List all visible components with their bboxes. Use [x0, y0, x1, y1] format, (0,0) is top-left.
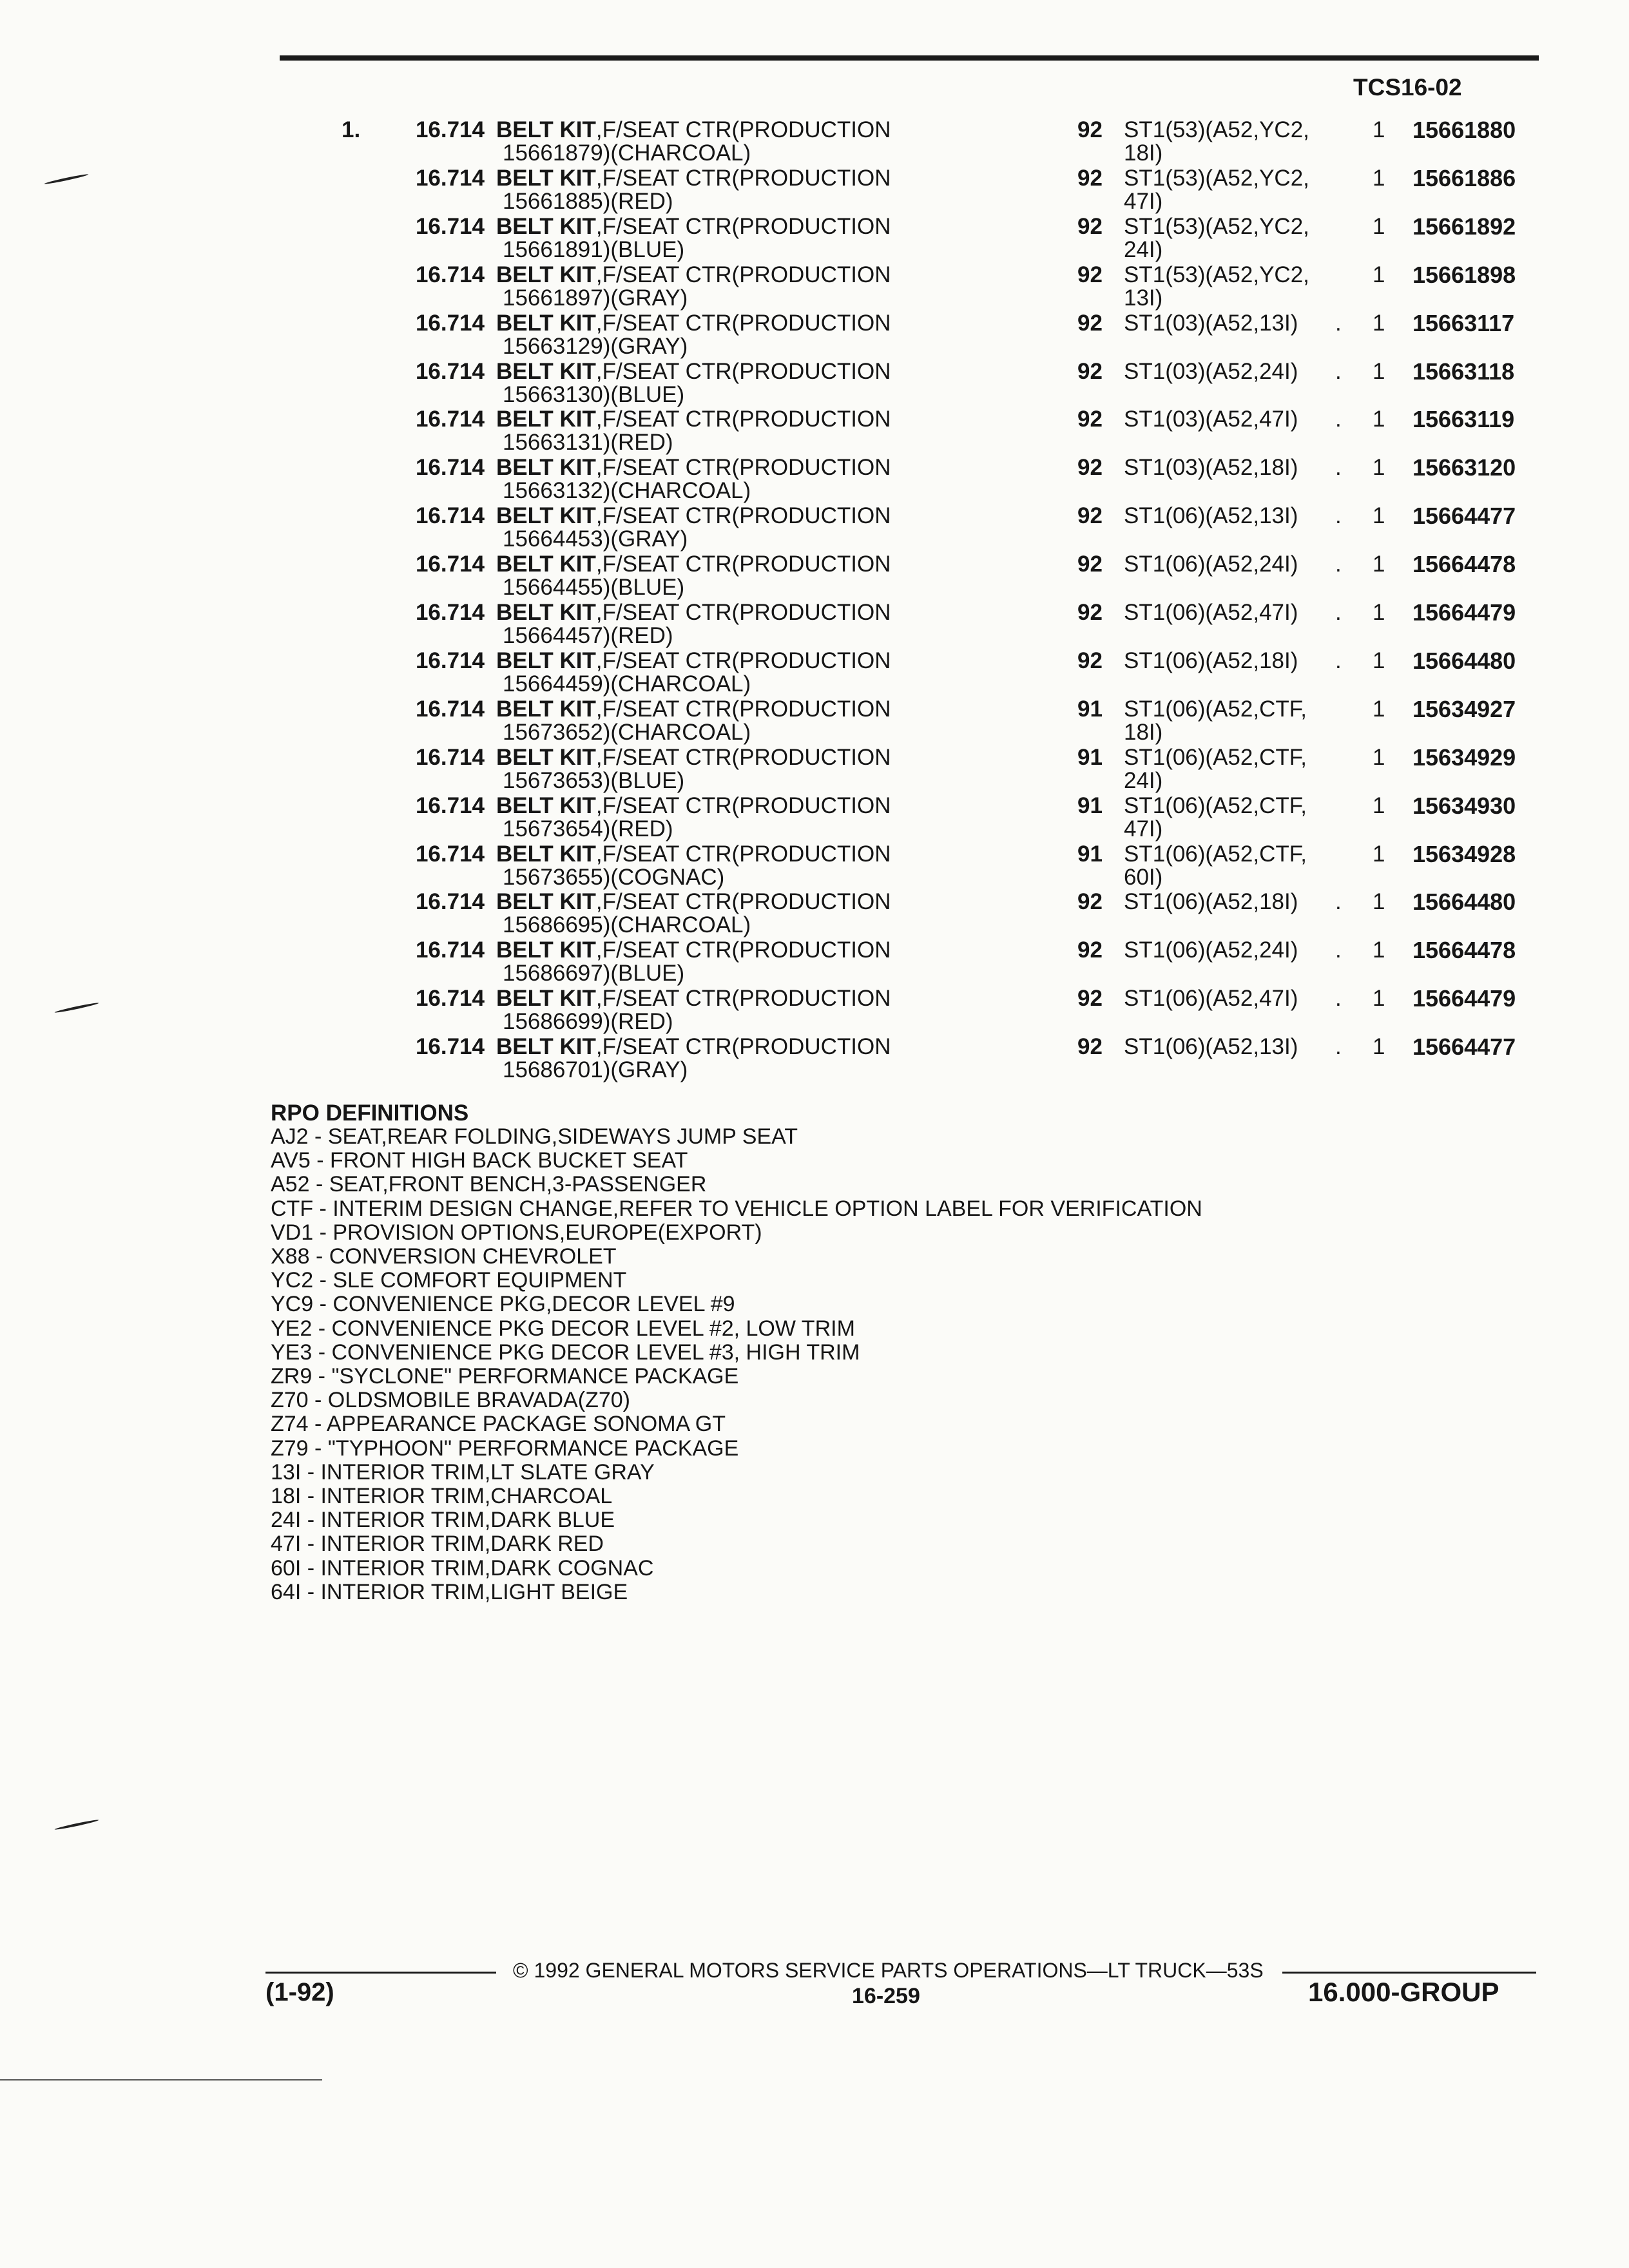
part-row [0, 553, 1629, 599]
leader-dot: . [1335, 407, 1342, 432]
rpo-list [271, 1125, 1366, 1604]
catalog-code: TCS16-02 [1353, 74, 1462, 101]
part-number: 15664479 [1412, 985, 1516, 1012]
quantity: 1 [1373, 262, 1385, 287]
reference-number: 16.714 [415, 213, 485, 239]
usage-line-1: ST1(06)(A52,CTF, [1124, 744, 1307, 770]
description-line-1: ,F/SEAT CTR(PRODUCTION [595, 648, 891, 673]
rpo-item: VD1 - PROVISION OPTIONS,EUROPE(EXPORT) [271, 1220, 762, 1245]
description-line-2: 15686695)(CHARCOAL) [503, 912, 751, 938]
part-number: 15663119 [1412, 406, 1515, 433]
description-line-1: ,F/SEAT CTR(PRODUCTION [595, 503, 891, 529]
rpo-item: 60I - INTERIOR TRIM,DARK COGNAC [271, 1555, 654, 1581]
quantity: 1 [1373, 455, 1385, 481]
quantity: 1 [1373, 841, 1385, 867]
description-line-2: 15663132)(CHARCOAL) [503, 478, 751, 504]
part-description [496, 360, 891, 407]
part-number: 15664480 [1412, 889, 1516, 916]
part-number: 15664480 [1412, 647, 1516, 674]
description-line-2: 15663130)(BLUE) [503, 381, 685, 407]
rpo-item: CTF - INTERIM DESIGN CHANGE,REFER TO VEHICLE OPTION LABEL FOR VERIFICATION [271, 1196, 1202, 1221]
model-year: 92 [1077, 600, 1103, 625]
usage-code [1124, 553, 1298, 576]
leader-dot: . [1335, 986, 1342, 1012]
description-line-2: 15673653)(BLUE) [503, 767, 685, 793]
rpo-item: YC2 - SLE COMFORT EQUIPMENT [271, 1268, 627, 1293]
rpo-item: YE3 - CONVENIENCE PKG DECOR LEVEL #3, HIGH TRIM [271, 1340, 860, 1365]
usage-code [1124, 1035, 1298, 1059]
usage-code [1124, 698, 1307, 744]
part-number: 15664477 [1412, 1033, 1516, 1061]
description-line-1: ,F/SEAT CTR(PRODUCTION [595, 310, 891, 336]
usage-line-1: ST1(53)(A52,YC2, [1124, 165, 1309, 191]
reference-number: 16.714 [415, 358, 485, 384]
part-number: 15663118 [1412, 358, 1515, 385]
leader-dot: . [1335, 1034, 1342, 1060]
description-line-2: 15686701)(GRAY) [503, 1057, 688, 1083]
part-description [496, 553, 891, 599]
description-line-2: 15661891)(BLUE) [503, 236, 685, 262]
usage-line-1: ST1(06)(A52,47I) [1124, 986, 1298, 1012]
reference-number: 16.714 [415, 793, 485, 818]
rpo-item: A52 - SEAT,FRONT BENCH,3-PASSENGER [271, 1172, 707, 1197]
parts-list [0, 0, 1629, 1108]
part-number: 15663117 [1412, 309, 1515, 336]
part-name: BELT KIT [496, 1034, 596, 1060]
rpo-item: 13I - INTERIOR TRIM,LT SLATE GRAY [271, 1459, 655, 1485]
part-name: BELT KIT [496, 552, 596, 577]
part-description [496, 843, 891, 889]
usage-code [1124, 215, 1309, 262]
usage-code [1124, 601, 1298, 624]
reference-number: 16.714 [415, 117, 485, 142]
rpo-item: AJ2 - SEAT,REAR FOLDING,SIDEWAYS JUMP SEAT [271, 1124, 798, 1149]
copyright-notice: © 1992 GENERAL MOTORS SERVICE PARTS OPERATIONS—LT TRUCK—53S [513, 1959, 1264, 1982]
model-year: 92 [1077, 455, 1103, 481]
part-description [496, 215, 891, 262]
rpo-item: YC9 - CONVENIENCE PKG,DECOR LEVEL #9 [271, 1292, 735, 1317]
part-description [496, 505, 891, 551]
usage-line-1: ST1(06)(A52,13I) [1124, 503, 1298, 529]
usage-code [1124, 360, 1298, 383]
description-line-1: ,F/SEAT CTR(PRODUCTION [595, 213, 891, 239]
description-line-2: 15663129)(GRAY) [503, 333, 688, 359]
quantity: 1 [1373, 213, 1385, 239]
part-name: BELT KIT [496, 600, 596, 625]
rpo-item: 64I - INTERIOR TRIM,LIGHT BEIGE [271, 1579, 628, 1604]
description-line-1: ,F/SEAT CTR(PRODUCTION [595, 696, 891, 722]
reference-number: 16.714 [415, 552, 485, 577]
model-year: 91 [1077, 793, 1103, 818]
model-year: 92 [1077, 552, 1103, 577]
usage-line-1: ST1(06)(A52,47I) [1124, 600, 1298, 625]
description-line-1: ,F/SEAT CTR(PRODUCTION [595, 841, 891, 867]
description-line-2: 15673652)(CHARCOAL) [503, 719, 751, 745]
reference-number: 16.714 [415, 937, 485, 963]
leader-dot: . [1335, 503, 1342, 529]
part-description [496, 649, 891, 696]
description-line-2: 15661885)(RED) [503, 188, 673, 214]
usage-code [1124, 119, 1309, 165]
description-line-1: ,F/SEAT CTR(PRODUCTION [595, 117, 891, 142]
part-description [496, 167, 891, 213]
part-number: 15664477 [1412, 503, 1516, 530]
part-number: 15634930 [1412, 792, 1516, 819]
reference-number: 16.714 [415, 262, 485, 287]
part-number: 15661898 [1412, 261, 1516, 288]
usage-code [1124, 408, 1298, 431]
model-year: 91 [1077, 841, 1103, 867]
part-description [496, 456, 891, 503]
usage-line-1: ST1(06)(A52,24I) [1124, 937, 1298, 963]
rpo-item: YE2 - CONVENIENCE PKG DECOR LEVEL #2, LOW TRIM [271, 1316, 855, 1341]
description-line-1: ,F/SEAT CTR(PRODUCTION [595, 455, 891, 481]
usage-line-2: 18I) [1124, 719, 1163, 745]
part-description [496, 890, 891, 937]
part-name: BELT KIT [496, 937, 596, 963]
item-number: 1. [342, 117, 361, 142]
description-line-1: ,F/SEAT CTR(PRODUCTION [595, 1034, 891, 1060]
part-name: BELT KIT [496, 262, 596, 287]
quantity: 1 [1373, 648, 1385, 673]
description-line-1: ,F/SEAT CTR(PRODUCTION [595, 262, 891, 287]
part-name: BELT KIT [496, 986, 596, 1012]
part-description [496, 264, 891, 310]
model-year: 91 [1077, 696, 1103, 722]
leader-dot: . [1335, 648, 1342, 673]
rpo-item: 47I - INTERIOR TRIM,DARK RED [271, 1532, 604, 1557]
part-row [0, 987, 1629, 1033]
rpo-item: ZR9 - "SYCLONE" PERFORMANCE PACKAGE [271, 1364, 739, 1389]
usage-line-2: 60I) [1124, 864, 1163, 890]
description-line-2: 15664457)(RED) [503, 623, 673, 648]
rpo-item: Z70 - OLDSMOBILE BRAVADA(Z70) [271, 1388, 630, 1413]
part-name: BELT KIT [496, 310, 596, 336]
reference-number: 16.714 [415, 648, 485, 673]
part-name: BELT KIT [496, 213, 596, 239]
part-number: 15661886 [1412, 164, 1516, 191]
model-year: 91 [1077, 744, 1103, 770]
part-name: BELT KIT [496, 841, 596, 867]
part-row [0, 1035, 1629, 1082]
description-line-2: 15663131)(RED) [503, 430, 673, 456]
model-year: 92 [1077, 358, 1103, 384]
rpo-definitions [271, 1102, 1366, 1604]
rpo-item: AV5 - FRONT HIGH BACK BUCKET SEAT [271, 1148, 688, 1173]
part-row [0, 649, 1629, 696]
model-year: 92 [1077, 1034, 1103, 1060]
part-row [0, 840, 1629, 890]
part-name: BELT KIT [496, 793, 596, 818]
part-name: BELT KIT [496, 503, 596, 529]
usage-line-1: ST1(06)(A52,CTF, [1124, 793, 1307, 818]
model-year: 92 [1077, 648, 1103, 673]
usage-line-1: ST1(53)(A52,YC2, [1124, 117, 1309, 142]
usage-line-1: ST1(03)(A52,18I) [1124, 455, 1298, 481]
quantity: 1 [1373, 552, 1385, 577]
reference-number: 16.714 [415, 310, 485, 336]
usage-code [1124, 987, 1298, 1010]
quantity: 1 [1373, 358, 1385, 384]
description-line-1: ,F/SEAT CTR(PRODUCTION [595, 889, 891, 915]
reference-number: 16.714 [415, 1034, 485, 1060]
part-description [496, 408, 891, 454]
part-row [0, 215, 1629, 262]
description-line-1: ,F/SEAT CTR(PRODUCTION [595, 793, 891, 818]
part-number: 15634928 [1412, 840, 1516, 867]
part-name: BELT KIT [496, 889, 596, 915]
description-line-1: ,F/SEAT CTR(PRODUCTION [595, 600, 891, 625]
quantity: 1 [1373, 744, 1385, 770]
usage-line-2: 47I) [1124, 816, 1163, 841]
leader-dot: . [1335, 937, 1342, 963]
description-line-2: 15686697)(BLUE) [503, 961, 685, 986]
usage-code [1124, 939, 1298, 962]
usage-line-2: 13I) [1124, 285, 1163, 311]
part-description [496, 746, 891, 793]
part-row [0, 309, 1629, 359]
model-year: 92 [1077, 407, 1103, 432]
part-row [0, 164, 1629, 214]
usage-line-1: ST1(03)(A52,13I) [1124, 310, 1298, 336]
usage-line-1: ST1(06)(A52,18I) [1124, 889, 1298, 915]
reference-number: 16.714 [415, 986, 485, 1012]
quantity: 1 [1373, 503, 1385, 529]
usage-code [1124, 167, 1309, 213]
leader-dot: . [1335, 552, 1342, 577]
part-row [0, 119, 1629, 165]
part-name: BELT KIT [496, 455, 596, 481]
description-line-1: ,F/SEAT CTR(PRODUCTION [595, 552, 891, 577]
model-year: 92 [1077, 213, 1103, 239]
rpo-item: X88 - CONVERSION CHEVROLET [271, 1244, 617, 1269]
part-name: BELT KIT [496, 696, 596, 722]
part-description [496, 698, 891, 744]
part-number: 15661892 [1412, 213, 1516, 240]
part-row [0, 794, 1629, 841]
usage-line-1: ST1(53)(A52,YC2, [1124, 262, 1309, 287]
quantity: 1 [1373, 793, 1385, 818]
part-name: BELT KIT [496, 744, 596, 770]
usage-line-1: ST1(03)(A52,47I) [1124, 407, 1298, 432]
part-row [0, 456, 1629, 503]
usage-code [1124, 456, 1298, 479]
description-line-1: ,F/SEAT CTR(PRODUCTION [595, 744, 891, 770]
model-year: 92 [1077, 889, 1103, 915]
usage-code [1124, 264, 1309, 310]
description-line-1: ,F/SEAT CTR(PRODUCTION [595, 165, 891, 191]
page-number: 16-259 [852, 1984, 920, 2008]
description-line-2: 15673655)(COGNAC) [503, 864, 725, 890]
footer-rule-left [265, 1972, 496, 1974]
usage-code [1124, 312, 1298, 335]
part-row [0, 601, 1629, 648]
part-description [496, 312, 891, 358]
reference-number: 16.714 [415, 696, 485, 722]
reference-number: 16.714 [415, 744, 485, 770]
usage-line-1: ST1(06)(A52,13I) [1124, 1034, 1298, 1060]
part-row [0, 261, 1629, 311]
quantity: 1 [1373, 889, 1385, 915]
part-number: 15664478 [1412, 937, 1516, 964]
rpo-item: 18I - INTERIOR TRIM,CHARCOAL [271, 1484, 613, 1509]
part-row [0, 695, 1629, 745]
usage-line-1: ST1(06)(A52,18I) [1124, 648, 1298, 673]
part-row [0, 505, 1629, 551]
part-row [0, 939, 1629, 985]
usage-line-2: 47I) [1124, 188, 1163, 214]
part-row [0, 408, 1629, 454]
part-description [496, 794, 891, 841]
usage-code [1124, 505, 1298, 528]
part-number: 15664478 [1412, 551, 1516, 578]
part-row [0, 746, 1629, 793]
description-line-1: ,F/SEAT CTR(PRODUCTION [595, 937, 891, 963]
description-line-2: 15673654)(RED) [503, 816, 673, 841]
description-line-2: 15661897)(GRAY) [503, 285, 688, 311]
quantity: 1 [1373, 310, 1385, 336]
usage-line-1: ST1(06)(A52,CTF, [1124, 841, 1307, 867]
part-number: 15663120 [1412, 454, 1516, 481]
usage-code [1124, 746, 1307, 793]
rpo-item: 24I - INTERIOR TRIM,DARK BLUE [271, 1508, 615, 1533]
quantity: 1 [1373, 1034, 1385, 1060]
revision-date: (1-92) [265, 1978, 334, 2006]
part-name: BELT KIT [496, 358, 596, 384]
part-description [496, 601, 891, 648]
reference-number: 16.714 [415, 503, 485, 529]
quantity: 1 [1373, 986, 1385, 1012]
usage-code [1124, 843, 1307, 889]
scan-edge-line [0, 2079, 322, 2081]
description-line-2: 15664453)(GRAY) [503, 526, 688, 552]
model-year: 92 [1077, 262, 1103, 287]
reference-number: 16.714 [415, 165, 485, 191]
rpo-title: RPO DEFINITIONS [271, 1100, 469, 1126]
reference-number: 16.714 [415, 455, 485, 481]
rpo-item: Z79 - "TYPHOON" PERFORMANCE PACKAGE [271, 1436, 739, 1461]
usage-line-2: 18I) [1124, 140, 1163, 166]
quantity: 1 [1373, 117, 1385, 142]
model-year: 92 [1077, 937, 1103, 963]
model-year: 92 [1077, 117, 1103, 142]
reference-number: 16.714 [415, 407, 485, 432]
usage-line-1: ST1(06)(A52,24I) [1124, 552, 1298, 577]
description-line-2: 15661879)(CHARCOAL) [503, 140, 751, 166]
part-number: 15634927 [1412, 695, 1516, 722]
leader-dot: . [1335, 310, 1342, 336]
part-description [496, 939, 891, 985]
description-line-1: ,F/SEAT CTR(PRODUCTION [595, 358, 891, 384]
part-name: BELT KIT [496, 165, 596, 191]
usage-code [1124, 794, 1307, 841]
part-name: BELT KIT [496, 407, 596, 432]
description-line-2: 15664455)(BLUE) [503, 575, 685, 601]
reference-number: 16.714 [415, 841, 485, 867]
part-row [0, 890, 1629, 937]
quantity: 1 [1373, 600, 1385, 625]
part-number: 15634929 [1412, 744, 1516, 771]
part-name: BELT KIT [496, 117, 596, 142]
group-label: 16.000-GROUP [1308, 1977, 1499, 2007]
usage-code [1124, 649, 1298, 673]
quantity: 1 [1373, 165, 1385, 191]
leader-dot: . [1335, 455, 1342, 481]
part-number: 15664479 [1412, 599, 1516, 626]
usage-line-2: 24I) [1124, 236, 1163, 262]
part-description [496, 119, 891, 165]
usage-line-1: ST1(03)(A52,24I) [1124, 358, 1298, 384]
description-line-2: 15686699)(RED) [503, 1009, 673, 1035]
model-year: 92 [1077, 310, 1103, 336]
footer-rule-right [1282, 1972, 1536, 1974]
leader-dot: . [1335, 889, 1342, 915]
part-name: BELT KIT [496, 648, 596, 673]
usage-line-1: ST1(06)(A52,CTF, [1124, 696, 1307, 722]
leader-dot: . [1335, 358, 1342, 384]
model-year: 92 [1077, 503, 1103, 529]
model-year: 92 [1077, 986, 1103, 1012]
punch-mark [54, 1819, 99, 1831]
description-line-1: ,F/SEAT CTR(PRODUCTION [595, 986, 891, 1012]
reference-number: 16.714 [415, 600, 485, 625]
quantity: 1 [1373, 937, 1385, 963]
description-line-2: 15664459)(CHARCOAL) [503, 671, 751, 697]
rpo-item: Z74 - APPEARANCE PACKAGE SONOMA GT [271, 1412, 726, 1437]
reference-number: 16.714 [415, 889, 485, 915]
usage-line-2: 24I) [1124, 767, 1163, 793]
model-year: 92 [1077, 165, 1103, 191]
leader-dot: . [1335, 600, 1342, 625]
usage-code [1124, 890, 1298, 914]
part-description [496, 987, 891, 1033]
description-line-1: ,F/SEAT CTR(PRODUCTION [595, 407, 891, 432]
quantity: 1 [1373, 407, 1385, 432]
quantity: 1 [1373, 696, 1385, 722]
part-description [496, 1035, 891, 1082]
usage-line-1: ST1(53)(A52,YC2, [1124, 213, 1309, 239]
part-number: 15661880 [1412, 117, 1516, 143]
part-row [0, 360, 1629, 407]
